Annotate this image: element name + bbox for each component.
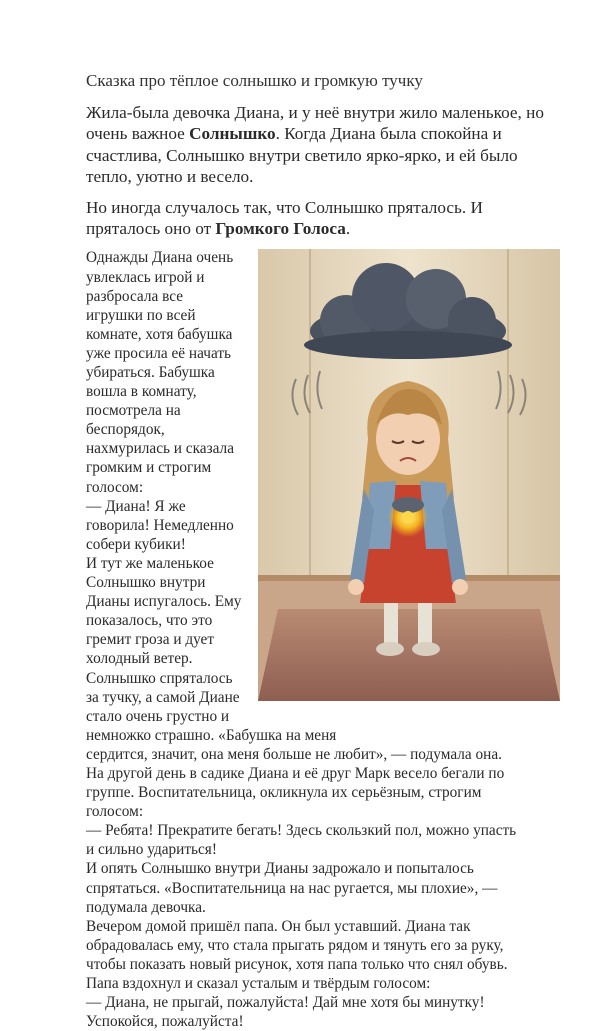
body-line: На другой день в садике Диана и её друг Марк весело бегали по bbox=[86, 764, 505, 782]
body-line: собери кубики! bbox=[86, 535, 186, 553]
body-line: группе. Воспитательница, окликнула их серьёзным, строгим bbox=[86, 784, 482, 802]
body-line: спрятаться. «Воспитательница на нас ругается, мы плохие», — bbox=[86, 879, 498, 897]
body-line: Однажды Диана очень bbox=[86, 249, 234, 267]
body-line: подумала девочка. bbox=[86, 898, 206, 916]
body-line: чтобы показать новый рисунок, хотя папа только что снял обувь. bbox=[86, 955, 508, 973]
body-line: уже просила её начать bbox=[86, 344, 232, 362]
story-title: Сказка про тёплое солнышко и громкую тучку bbox=[86, 71, 423, 90]
body-line: голосом: bbox=[86, 803, 144, 821]
body-line: убираться. Бабушка bbox=[86, 364, 215, 381]
rug bbox=[258, 609, 560, 701]
paragraph-hiding bbox=[86, 197, 560, 240]
hiding-bold-voice: Громкого Голоса bbox=[215, 219, 346, 239]
body-line: увлеклась игрой и bbox=[86, 268, 205, 286]
body-line: гремит гроза и дует bbox=[86, 631, 215, 649]
body-line: Папа вздохнул и сказал усталым и твёрдым голосом: bbox=[86, 975, 431, 992]
body-line: голосом: bbox=[86, 478, 144, 496]
body-line: вошла в комнату, bbox=[86, 383, 197, 401]
body-line: И опять Солнышко внутри Дианы задрожало и попыталось bbox=[86, 860, 474, 878]
intro-text-end: . Когда Диана была спокойна и счастлива, Солнышко внутри светило ярко-ярко, и ей было тепло, уютно и весело. bbox=[86, 124, 518, 187]
body-line: обрадовалась ему, что стала прыгать рядом и тянуть его за руку, bbox=[86, 936, 504, 954]
body-line: Дианы испугалось. Ему bbox=[86, 593, 242, 611]
body-line: и сильно удариться! bbox=[86, 841, 217, 859]
story-body bbox=[86, 248, 560, 1031]
body-line: разбросала все bbox=[86, 287, 183, 305]
body-line: громким и строгим bbox=[86, 459, 212, 477]
body-line: Солнышко спряталось bbox=[86, 669, 233, 687]
body-line: говорила! Немедленно bbox=[86, 516, 234, 534]
intro-text: Жила-была девочка Диана, и у неё внутри жило маленькое, но очень важное bbox=[86, 103, 544, 144]
body-line: холодный ветер. bbox=[86, 650, 193, 668]
body-line: стало очень грустно и немножко страшно. «Бабушка на меня bbox=[86, 707, 337, 744]
body-line: нахмурилась и сказала bbox=[86, 440, 234, 458]
body-line: показалось, что это bbox=[86, 612, 213, 630]
body-line: сердится, значит, она меня больше не любит», — подумала она. bbox=[86, 745, 502, 763]
story-page bbox=[86, 70, 560, 1031]
illustration-svg bbox=[258, 249, 560, 701]
hiding-text: Но иногда случалось так, что Солнышко пряталось. И пряталось оно от bbox=[86, 197, 483, 239]
hiding-text-end: . bbox=[345, 219, 351, 239]
paragraph-intro bbox=[86, 102, 560, 188]
body-line: беспорядок, bbox=[86, 421, 165, 439]
body-line: — Диана! Я же bbox=[86, 497, 186, 515]
body-line: Солнышко внутри bbox=[86, 574, 206, 592]
intro-bold-sun: Солнышко bbox=[189, 124, 276, 144]
body-line: — Ребята! Прекратите бегать! Здесь скользкий пол, можно упасть bbox=[86, 822, 517, 840]
body-line: игрушки по всей bbox=[86, 306, 196, 324]
body-line: Вечером домой пришёл папа. Он был уставший. Диана так bbox=[86, 917, 471, 935]
body-line: И тут же маленькое bbox=[86, 554, 214, 572]
body-line: комнате, хотя бабушка bbox=[86, 325, 233, 343]
illustration-sad-girl-under-cloud bbox=[258, 249, 560, 701]
body-line: — Диана, не прыгай, пожалуйста! Дай мне хотя бы минутку! Успокойся, пожалуйста! bbox=[86, 994, 485, 1031]
body-line: посмотрела на bbox=[86, 402, 181, 420]
body-line: за тучку, а самой Диане bbox=[86, 688, 240, 706]
